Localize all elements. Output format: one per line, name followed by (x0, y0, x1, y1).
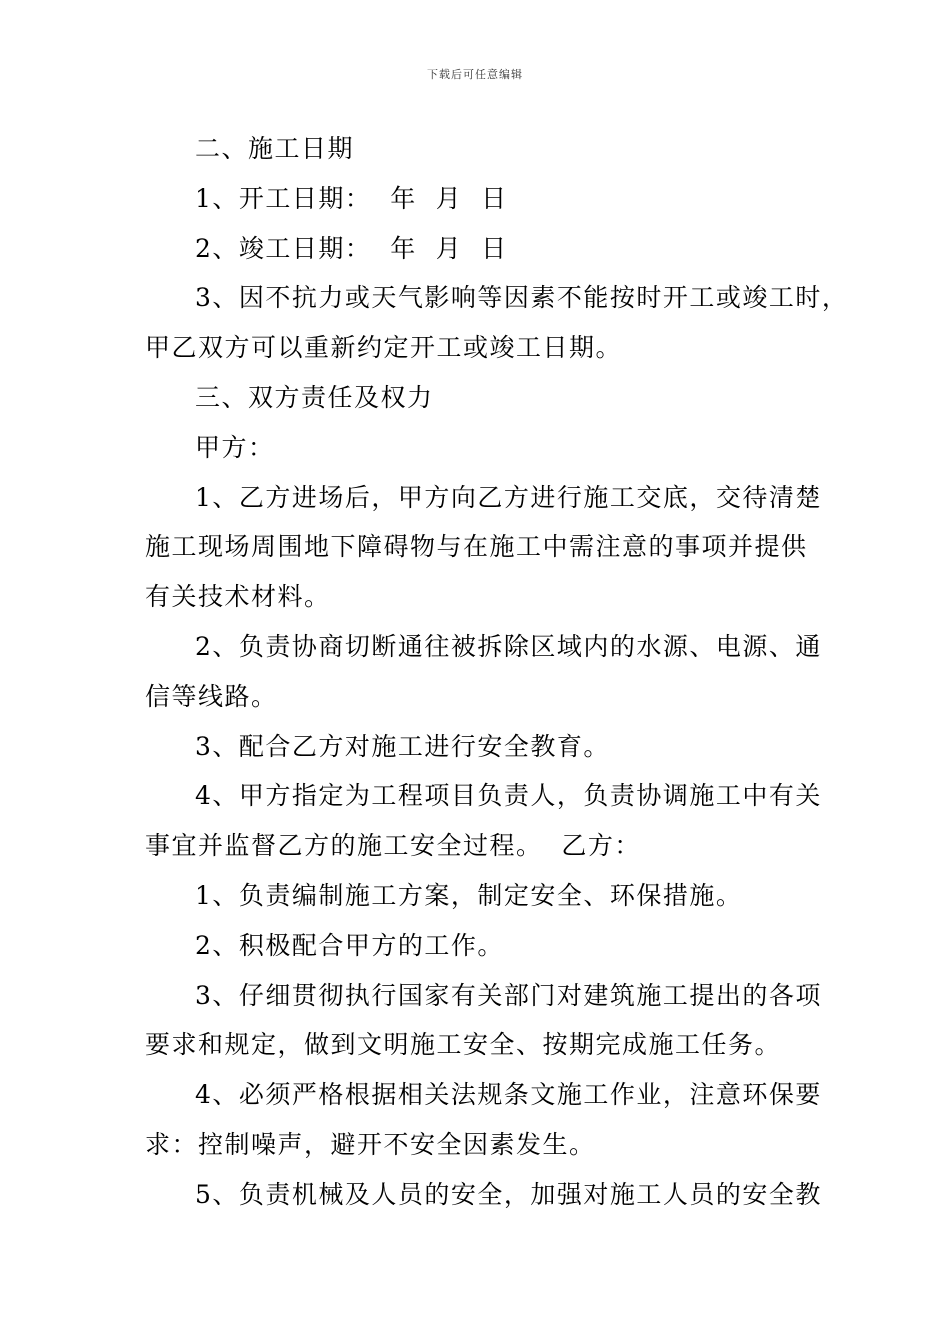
paragraph-line: 2、积极配合甲方的工作。 (195, 930, 504, 960)
paragraph-line: 5、负责机械及人员的安全，加强对施工人员的安全教 (195, 1179, 822, 1209)
paragraph-line: 施工现场周围地下障碍物与在施工中需注意的事项并提供 (145, 532, 808, 562)
paragraph-line: 3、因不抗力或天气影响等因素不能按时开工或竣工时， (195, 283, 849, 313)
section-heading-responsibilities: 三、双方责任及权力 (195, 382, 434, 412)
document-body (145, 124, 849, 1220)
paragraph-line: 1、负责编制施工方案，制定安全、环保措施。 (195, 880, 743, 910)
paragraph-line: 3、仔细贯彻执行国家有关部门对建筑施工提出的各项 (195, 980, 822, 1010)
paragraph-line: 求：控制噪声，避开不安全因素发生。 (145, 1129, 596, 1159)
paragraph-line: 要求和规定，做到文明施工安全、按期完成施工任务。 (145, 1030, 782, 1060)
page-header-note: 下载后可任意编辑 (427, 68, 523, 81)
paragraph-line: 3、配合乙方对施工进行安全教育。 (195, 731, 610, 761)
section-heading-construction-dates: 二、施工日期 (195, 134, 355, 163)
paragraph-line: 1、乙方进场后，甲方向乙方进行施工交底，交待清楚 (195, 482, 822, 512)
paragraph-line: 信等线路。 (145, 681, 278, 711)
paragraph-line: 4、甲方指定为工程项目负责人，负责协调施工中有关 (195, 781, 822, 811)
party-a-heading: 甲方： (195, 432, 275, 462)
paragraph-line: 4、必须严格根据相关法规条文施工作业，注意环保要 (195, 1080, 822, 1110)
paragraph-line: 有关技术材料。 (145, 582, 331, 612)
paragraph-line: 2、负责协商切断通往被拆除区域内的水源、电源、通 (195, 631, 822, 661)
completion-date-line: 2、竣工日期： 年 月 日 (195, 233, 508, 263)
paragraph-line: 甲乙双方可以重新约定开工或竣工日期。 (145, 333, 623, 363)
start-date-line: 1、开工日期： 年 月 日 (195, 183, 508, 213)
paragraph-line: 事宜并监督乙方的施工安全过程。 乙方： (145, 831, 641, 861)
